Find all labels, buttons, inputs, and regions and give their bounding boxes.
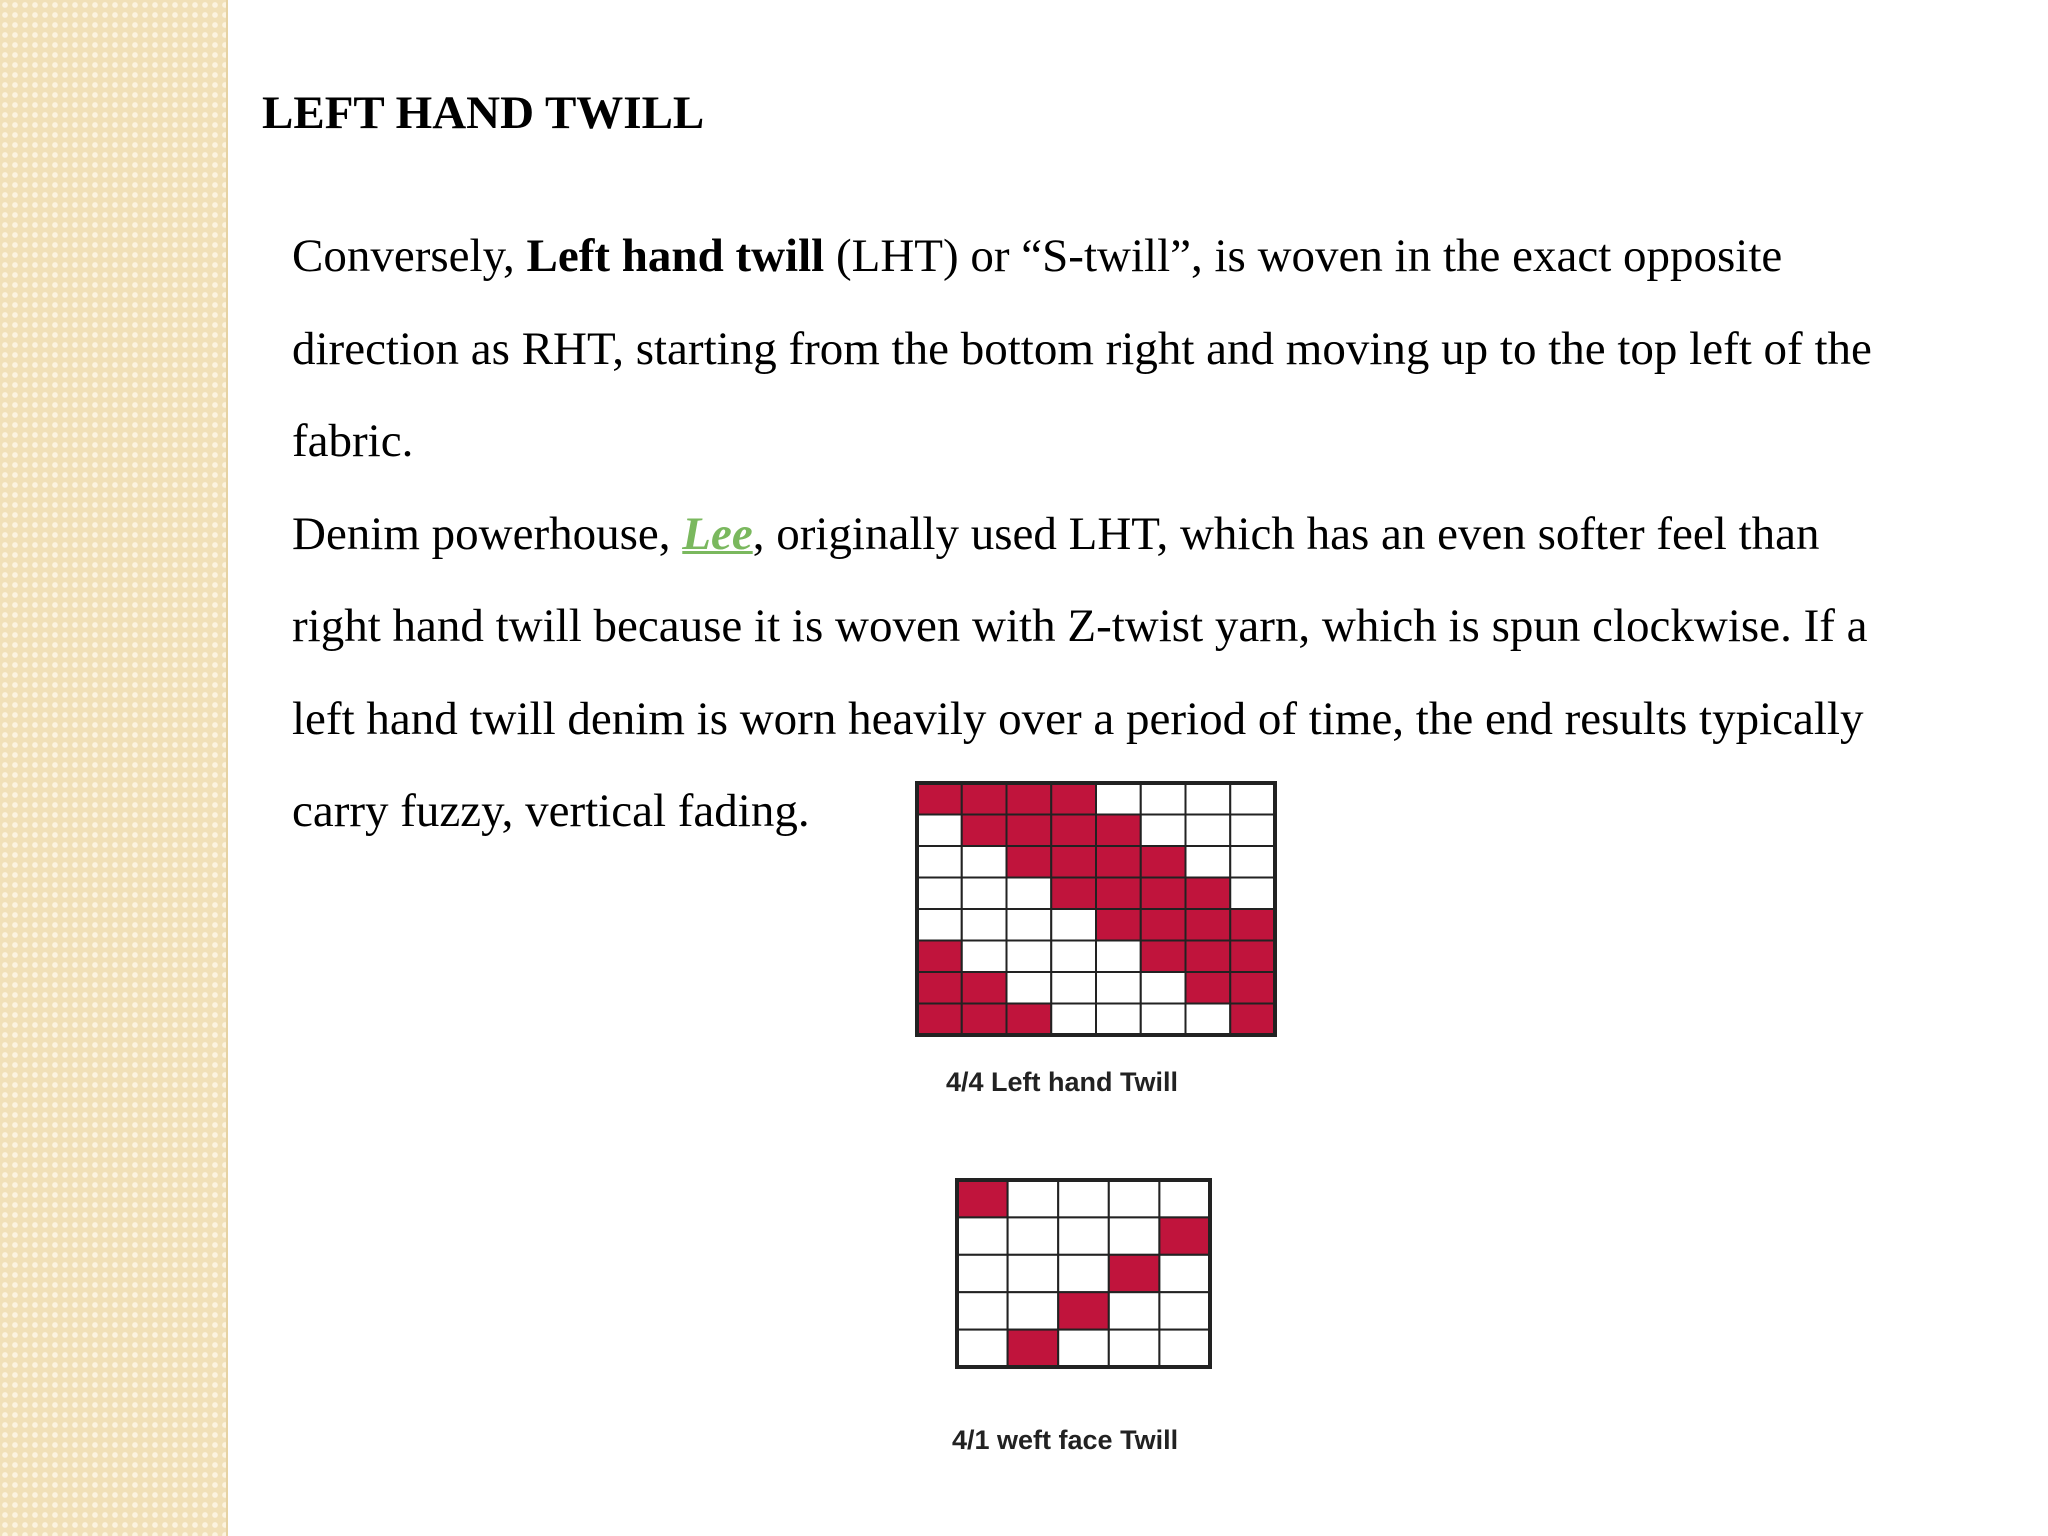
weave-cell-empty <box>957 1217 1008 1254</box>
weave-cell-filled <box>1096 815 1141 847</box>
weave-cell-empty <box>1109 1217 1160 1254</box>
weave-cell-empty <box>1007 878 1052 910</box>
decorative-side-band <box>0 0 228 1536</box>
weave-cell-filled <box>1159 1217 1210 1254</box>
weave-cell-filled <box>1186 972 1231 1004</box>
body-line-1-end: (LHT) or “S-twill”, is woven in the exact opposite <box>824 230 1783 282</box>
weave-cell-empty <box>1007 941 1052 973</box>
weave-cell-empty <box>1008 1292 1059 1329</box>
weave-cell-filled <box>962 972 1007 1004</box>
weave-cell-empty <box>1186 846 1231 878</box>
weave-cell-empty <box>962 941 1007 973</box>
weave-cell-filled <box>1051 783 1096 815</box>
weave-cell-empty <box>1109 1330 1160 1367</box>
weave-cell-empty <box>1096 783 1141 815</box>
body-line-1-start: Conversely, <box>292 230 527 282</box>
weave-cell-empty <box>962 878 1007 910</box>
weave-cell-filled <box>1051 846 1096 878</box>
weave-cell-filled <box>1008 1330 1059 1367</box>
weave-cell-filled <box>1230 909 1275 941</box>
body-line-1 <box>292 210 2032 303</box>
caption-left-hand-twill: 4/4 Left hand Twill <box>946 1067 1179 1097</box>
weave-cell-empty <box>1141 783 1186 815</box>
weave-cell-empty <box>1096 941 1141 973</box>
weave-cell-empty <box>1159 1255 1210 1292</box>
weave-cell-empty <box>1159 1330 1210 1367</box>
weave-cell-filled <box>1230 1004 1275 1036</box>
weave-cell-empty <box>1230 878 1275 910</box>
body-line-7: carry fuzzy, vertical fading. <box>292 785 810 837</box>
weave-cell-empty <box>957 1330 1008 1367</box>
weave-cell-empty <box>1051 1004 1096 1036</box>
weave-cell-filled <box>917 1004 962 1036</box>
body-text <box>292 210 2032 858</box>
weave-cell-empty <box>1008 1217 1059 1254</box>
weave-cell-empty <box>1058 1217 1109 1254</box>
weave-cell-empty <box>1058 1180 1109 1217</box>
weave-cell-empty <box>1096 1004 1141 1036</box>
weave-cell-filled <box>1141 878 1186 910</box>
weave-cell-filled <box>1109 1255 1160 1292</box>
weave-cell-filled <box>957 1180 1008 1217</box>
weave-cell-empty <box>1186 1004 1231 1036</box>
weave-cell-empty <box>917 878 962 910</box>
lee-link[interactable]: Lee <box>682 507 753 560</box>
weave-cell-filled <box>917 941 962 973</box>
weave-cell-filled <box>1141 941 1186 973</box>
weave-cell-empty <box>1159 1292 1210 1329</box>
weave-cell-filled <box>962 815 1007 847</box>
weave-cell-filled <box>917 783 962 815</box>
weave-cell-filled <box>1230 972 1275 1004</box>
weave-cell-empty <box>962 846 1007 878</box>
weave-cell-filled <box>1058 1292 1109 1329</box>
weave-cell-empty <box>1096 972 1141 1004</box>
weave-cell-filled <box>1007 783 1052 815</box>
weave-cell-empty <box>1141 1004 1186 1036</box>
weave-cell-empty <box>1007 909 1052 941</box>
weave-cell-filled <box>1141 909 1186 941</box>
weave-cell-empty <box>1109 1180 1160 1217</box>
weave-cell-filled <box>1051 878 1096 910</box>
body-line-3: fabric. <box>292 415 414 467</box>
body-line-6: left hand twill denim is worn heavily over a period of time, the end results typically <box>292 692 1864 745</box>
weave-cell-filled <box>1096 909 1141 941</box>
weave-cell-empty <box>1230 846 1275 878</box>
weave-cell-empty <box>1230 783 1275 815</box>
weave-cell-empty <box>1141 972 1186 1004</box>
weave-cell-empty <box>1051 909 1096 941</box>
weave-cell-filled <box>1186 909 1231 941</box>
weave-cell-empty <box>917 909 962 941</box>
weave-cell-filled <box>1096 878 1141 910</box>
weave-cell-empty <box>957 1292 1008 1329</box>
body-line-4 <box>292 488 2032 581</box>
slide-title: LEFT HAND TWILL <box>262 87 705 139</box>
weave-cell-filled <box>1186 878 1231 910</box>
weave-cell-empty <box>1058 1330 1109 1367</box>
caption-weft-face-twill: 4/1 weft face Twill <box>952 1425 1179 1455</box>
weave-cell-empty <box>1058 1255 1109 1292</box>
weave-diagram-left-hand-twill <box>914 780 1278 1038</box>
weave-cell-filled <box>1051 815 1096 847</box>
weave-cell-empty <box>1051 941 1096 973</box>
body-line-2: direction as RHT, starting from the bottom right and moving up to the top left of the <box>292 322 1872 375</box>
weave-cell-empty <box>1008 1255 1059 1292</box>
weave-cell-empty <box>1007 972 1052 1004</box>
weave-cell-empty <box>1186 783 1231 815</box>
weave-cell-empty <box>1008 1180 1059 1217</box>
weave-cell-empty <box>957 1255 1008 1292</box>
weave-cell-empty <box>917 846 962 878</box>
weave-cell-filled <box>1096 846 1141 878</box>
weave-cell-filled <box>1007 846 1052 878</box>
body-line-4-start: Denim powerhouse, <box>292 507 683 560</box>
weave-cell-empty <box>962 909 1007 941</box>
weave-cell-filled <box>1230 941 1275 973</box>
weave-cell-empty <box>1051 972 1096 1004</box>
weave-cell-empty <box>1186 815 1231 847</box>
weave-cell-empty <box>1230 815 1275 847</box>
weave-cell-filled <box>1007 815 1052 847</box>
weave-cell-empty <box>1109 1292 1160 1329</box>
weave-cell-empty <box>1141 815 1186 847</box>
weave-cell-empty <box>1159 1180 1210 1217</box>
weave-cell-filled <box>917 972 962 1004</box>
body-line-5: right hand twill because it is woven with Z-twist yarn, which is spun clockwise. If a <box>292 600 1868 652</box>
weave-cell-empty <box>917 815 962 847</box>
weave-cell-filled <box>1141 846 1186 878</box>
term-left-hand-twill: Left hand twill <box>526 230 825 282</box>
weave-cell-filled <box>1186 941 1231 973</box>
body-line-4-end: , originally used LHT, which has an even softer feel than <box>752 507 1820 560</box>
weave-diagram-weft-face-twill <box>954 1177 1213 1370</box>
weave-cell-filled <box>1007 1004 1052 1036</box>
weave-cell-filled <box>962 1004 1007 1036</box>
weave-cell-filled <box>962 783 1007 815</box>
